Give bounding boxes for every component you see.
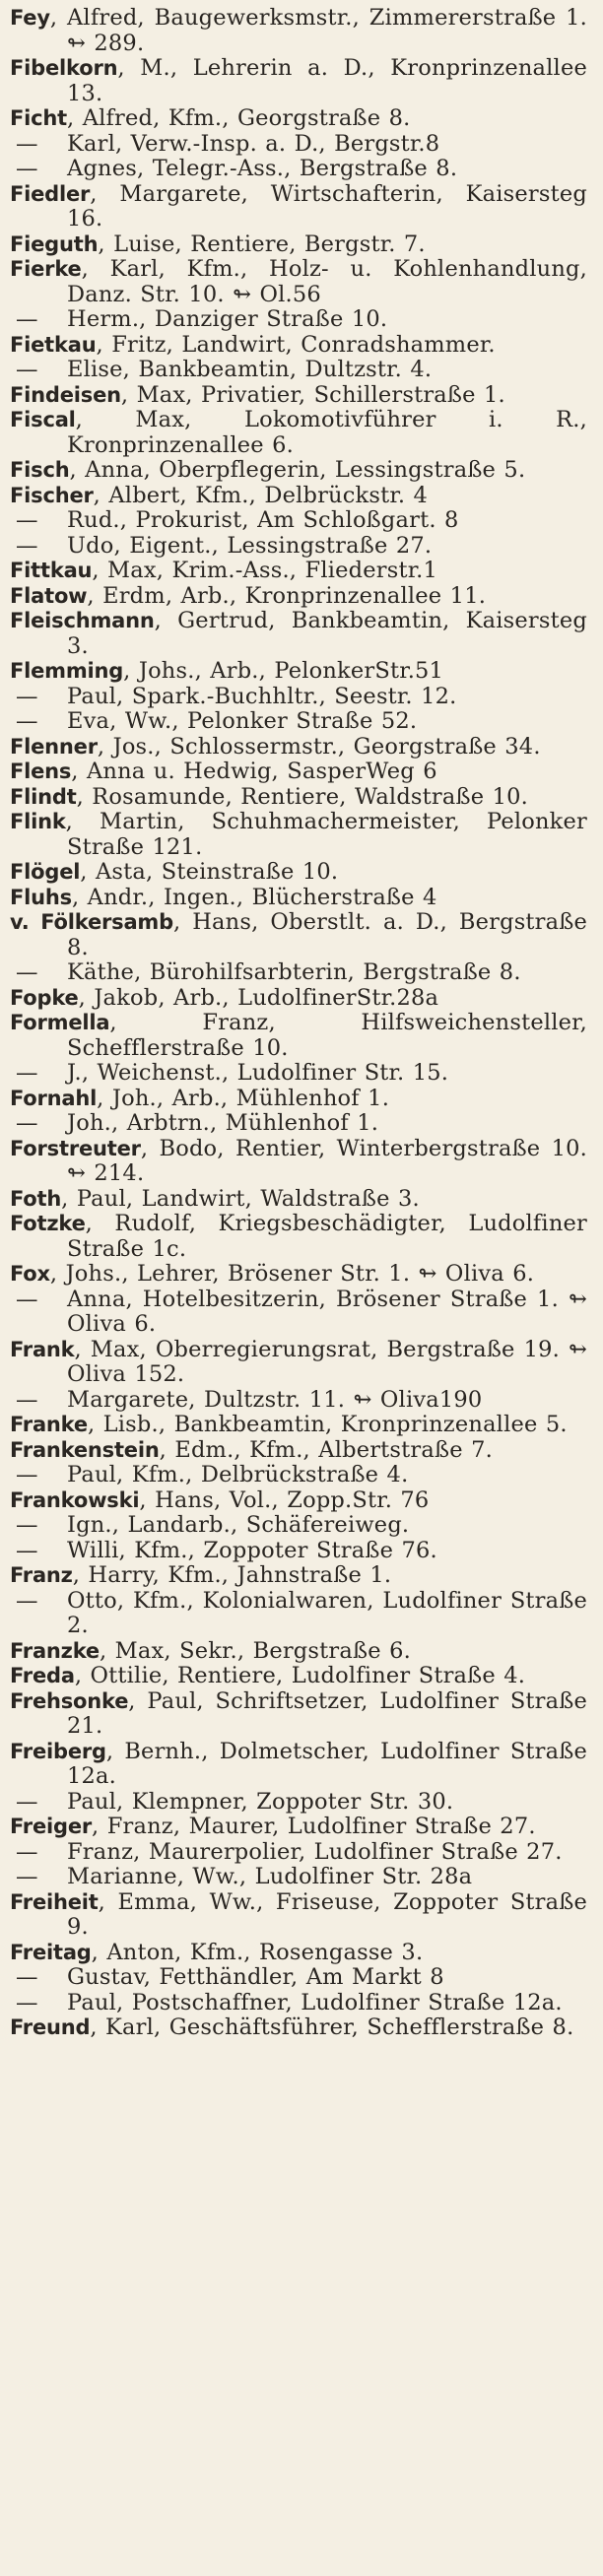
- repeat-surname-dash: —: [16, 1512, 38, 1538]
- entry-details: , Franz, Hilfsweichensteller, Schefflerstraße 10.: [67, 1010, 587, 1061]
- entry-details: , Andr., Ingen., Blücherstraße 4: [71, 884, 437, 910]
- entry-details: , Anna, Oberpflegerin, Lessingstraße 5.: [69, 457, 526, 483]
- directory-entry: [10, 1991, 587, 2016]
- directory-entry: [10, 1890, 587, 1941]
- entry-details: J., Weichenst., Ludolfiner Str. 15.: [67, 1060, 449, 1086]
- entry-details: Margarete, Dultzstr. 11. ↬ Oliva190: [67, 1386, 483, 1413]
- repeat-surname-dash: —: [16, 1386, 38, 1413]
- directory-entry: [10, 1111, 587, 1137]
- entry-surname: Fibelkorn: [10, 56, 118, 80]
- directory-entry: [10, 132, 587, 158]
- entry-details: Marianne, Ww., Ludolfiner Str. 28a: [67, 1864, 473, 1889]
- entry-surname: Flink: [10, 810, 66, 833]
- repeat-surname-dash: —: [16, 959, 38, 985]
- entry-surname: Fleischmann: [10, 609, 155, 632]
- directory-entry: [10, 1463, 587, 1488]
- entry-details: , Paul, Schriftsetzer, Ludolfiner Straße 21.: [67, 1687, 587, 1739]
- entry-surname: Foth: [10, 1186, 62, 1211]
- directory-entry: [10, 307, 587, 333]
- repeat-surname-dash: —: [16, 1989, 38, 2015]
- entry-surname: Fischer: [10, 483, 94, 507]
- entry-details: , Max, Lokomotivführer i. R., Kronprinzenallee 6.: [67, 407, 587, 458]
- entry-surname: Freitag: [10, 1940, 92, 1964]
- directory-entry: [10, 182, 587, 232]
- directory-entry: [10, 408, 587, 458]
- entry-details: , Rosamunde, Rentiere, Waldstraße 10.: [76, 783, 528, 810]
- directory-entry: [10, 559, 587, 584]
- entry-details: Anna, Hotelbesitzerin, Brösener Straße 1. ↬ Oliva 6.: [67, 1286, 587, 1337]
- directory-entry: [10, 1689, 587, 1740]
- directory-entry: [10, 333, 587, 359]
- directory-entry: [10, 1539, 587, 1564]
- directory-entry: [10, 56, 587, 106]
- entry-details: Eva, Ww., Pelonker Straße 52.: [67, 708, 418, 734]
- directory-entry: [10, 2015, 587, 2041]
- entry-details: , Bernh., Dolmetscher, Ludolfiner Straße 12a.: [67, 1738, 587, 1789]
- entry-details: , Ottilie, Rentiere, Ludolfiner Straße 4.: [74, 1663, 526, 1688]
- directory-entry: [10, 157, 587, 182]
- entry-surname: Franke: [10, 1413, 88, 1436]
- directory-entry: [10, 1438, 587, 1464]
- directory-entry: [10, 1413, 587, 1438]
- entry-details: , Margarete, Wirtschafterin, Kaisersteg 16.: [67, 180, 587, 231]
- entry-details: Käthe, Bürohilfsarbterin, Bergstraße 8.: [67, 959, 521, 985]
- repeat-surname-dash: —: [16, 1060, 38, 1086]
- repeat-surname-dash: —: [16, 1788, 38, 1815]
- entry-surname: Fox: [10, 1262, 50, 1286]
- entry-details: , Harry, Kfm., Jahnstraße 1.: [72, 1562, 392, 1588]
- entry-details: Franz, Maurerpolier, Ludolfiner Straße 27.: [67, 1838, 563, 1865]
- repeat-surname-dash: —: [16, 130, 38, 157]
- directory-entry: [10, 383, 587, 409]
- directory-entry: [10, 886, 587, 911]
- repeat-surname-dash: —: [16, 532, 38, 559]
- entry-details: , Max, Oberregierungsrat, Bergstraße 19. ↬ Oliva 152.: [67, 1336, 587, 1387]
- directory-entry: [10, 960, 587, 986]
- directory-entry: [10, 6, 587, 56]
- entry-surname: Fopke: [10, 985, 79, 1010]
- directory-entry: [10, 1388, 587, 1414]
- entry-details: , Anton, Kfm., Rosengasse 3.: [91, 1939, 424, 1965]
- entry-surname: Freiheit: [10, 1889, 99, 1914]
- entry-surname: Flenner: [10, 734, 98, 759]
- repeat-surname-dash: —: [16, 1110, 38, 1136]
- entry-details: , Karl, Geschäftsführer, Schefflerstraße 8.: [90, 2015, 574, 2040]
- entry-details: Ign., Landarb., Schäfereiweg.: [67, 1512, 410, 1538]
- entry-details: , Joh., Arb., Mühlenhof 1.: [97, 1085, 390, 1111]
- entry-details: , Karl, Kfm., Holz- u. Kohlenhandlung, Danz. Str. 10. ↬ Ol.56: [67, 256, 587, 307]
- repeat-surname-dash: —: [16, 1537, 38, 1563]
- entry-details: , Edm., Kfm., Albertstraße 7.: [159, 1436, 493, 1463]
- entry-details: , Hans, Vol., Zopp.Str. 76: [139, 1486, 430, 1513]
- entry-surname: Freiger: [10, 1815, 93, 1838]
- entry-details: , Lisb., Bankbeamtin, Kronprinzenallee 5.: [87, 1412, 568, 1437]
- entry-surname: Fisch: [10, 458, 70, 482]
- entry-details: , Alfred, Kfm., Georgstraße 8.: [66, 105, 411, 131]
- entry-surname: Frehsonke: [10, 1688, 129, 1713]
- entry-details: Willi, Kfm., Zoppoter Straße 76.: [67, 1537, 437, 1563]
- entry-details: Agnes, Telegr.-Ass., Bergstraße 8.: [67, 156, 458, 181]
- entry-details: , Max, Sekr., Bergstraße 6.: [99, 1637, 411, 1664]
- entry-details: Gustav, Fetthändler, Am Markt 8: [67, 1964, 444, 1990]
- entry-surname: Fotzke: [10, 1212, 86, 1235]
- entry-surname: Freda: [10, 1664, 75, 1687]
- directory-entry: [10, 685, 587, 710]
- directory-entry: [10, 1338, 587, 1388]
- directory-entry: [10, 609, 587, 659]
- repeat-surname-dash: —: [16, 357, 38, 382]
- entry-details: Karl, Verw.-Insp. a. D., Bergstr.8: [67, 130, 440, 157]
- entry-surname: Frankowski: [10, 1487, 140, 1512]
- entry-surname: Flatow: [10, 583, 88, 608]
- entry-surname: Fietkau: [10, 332, 97, 357]
- directory-entry: [10, 1137, 587, 1187]
- entry-surname: Formella: [10, 1011, 110, 1034]
- directory-entry: [10, 106, 587, 132]
- repeat-surname-dash: —: [16, 507, 38, 533]
- directory-entry: [10, 910, 587, 960]
- entry-details: , Alfred, Baugewerksmstr., Zimmererstraße 1. ↬ 289.: [49, 5, 587, 56]
- entry-details: Elise, Bankbeamtin, Dultzstr. 4.: [67, 357, 433, 382]
- repeat-surname-dash: —: [16, 683, 38, 709]
- directory-entry: [10, 1563, 587, 1589]
- directory-entry: [10, 1087, 587, 1112]
- directory-entry: [10, 232, 587, 258]
- repeat-surname-dash: —: [16, 1838, 38, 1865]
- entry-details: Paul, Postschaffner, Ludolfiner Straße 12a.: [67, 1989, 563, 2015]
- entry-surname: Flens: [10, 760, 72, 783]
- entry-details: , Erdm, Arb., Kronprinzenallee 11.: [87, 582, 487, 609]
- directory-entry: [10, 1212, 587, 1262]
- entry-surname: v. Fölkersamb: [10, 910, 173, 934]
- directory-entry: [10, 735, 587, 760]
- entry-details: , Asta, Steinstraße 10.: [80, 859, 339, 885]
- directory-entry: [10, 1011, 587, 1061]
- directory-entry: [10, 1790, 587, 1816]
- repeat-surname-dash: —: [16, 1964, 38, 1990]
- directory-entry: [10, 508, 587, 534]
- repeat-surname-dash: —: [16, 1587, 38, 1614]
- entry-surname: Frank: [10, 1337, 75, 1361]
- directory-entry: [10, 1288, 587, 1338]
- entry-details: , Rudolf, Kriegsbeschädigter, Ludolfiner Straße 1c.: [67, 1211, 587, 1262]
- directory-entry: [10, 1941, 587, 1966]
- entry-surname: Frankenstein: [10, 1437, 160, 1462]
- directory-entry: [10, 1061, 587, 1087]
- directory-entry: [10, 760, 587, 785]
- entry-details: , Franz, Maurer, Ludolfiner Straße 27.: [92, 1814, 536, 1839]
- entry-surname: Freiberg: [10, 1739, 106, 1763]
- repeat-surname-dash: —: [16, 708, 38, 734]
- entry-details: , Anna u. Hedwig, SasperWeg 6: [71, 759, 437, 784]
- directory-entry: [10, 358, 587, 383]
- entry-surname: Flemming: [10, 659, 124, 683]
- entry-surname: Fornahl: [10, 1086, 98, 1110]
- entry-surname: Fey: [10, 6, 50, 30]
- entry-details: , Max, Krim.-Ass., Fliederstr.1: [92, 558, 438, 583]
- directory-entry: [10, 458, 587, 484]
- entry-surname: Fierke: [10, 257, 82, 281]
- entry-details: Udo, Eigent., Lessingstraße 27.: [67, 532, 433, 559]
- directory-entry: [10, 534, 587, 560]
- entry-surname: Fiedler: [10, 181, 91, 206]
- entry-surname: Fluhs: [10, 885, 72, 909]
- directory-entry: [10, 785, 587, 811]
- entry-details: , Max, Privatier, Schillerstraße 1.: [120, 381, 505, 408]
- entry-surname: Flögel: [10, 860, 81, 884]
- entry-details: , Jakob, Arb., LudolfinerStr.28a: [78, 984, 439, 1011]
- entry-details: , Martin, Schuhmachermeister, Pelonker Straße 121.: [65, 809, 587, 860]
- repeat-surname-dash: —: [16, 1864, 38, 1889]
- entry-details: , Jos., Schlossermstr., Georgstraße 34.: [97, 733, 541, 760]
- entry-surname: Flindt: [10, 784, 77, 809]
- entry-surname: Freund: [10, 2015, 91, 2039]
- directory-entry: [10, 1740, 587, 1790]
- entry-details: , Albert, Kfm., Delbrückstr. 4: [93, 482, 429, 508]
- directory-entry: [10, 1865, 587, 1890]
- directory-entry: [10, 1815, 587, 1840]
- entry-surname: Ficht: [10, 106, 67, 130]
- directory-entry: [10, 1639, 587, 1665]
- directory-entry: [10, 1513, 587, 1539]
- entry-details: Joh., Arbtrn., Mühlenhof 1.: [67, 1110, 379, 1136]
- directory-entry: [10, 257, 587, 307]
- repeat-surname-dash: —: [16, 306, 38, 332]
- entry-details: Herm., Danziger Straße 10.: [67, 306, 388, 332]
- directory-entry: [10, 1262, 587, 1288]
- entry-surname: Forstreuter: [10, 1136, 141, 1160]
- directory-entry: [10, 1589, 587, 1639]
- entry-details: , M., Lehrerin a. D., Kronprinzenallee 13.: [67, 55, 587, 106]
- repeat-surname-dash: —: [16, 1286, 38, 1312]
- directory-entry: [10, 1840, 587, 1866]
- entry-surname: Fiscal: [10, 408, 76, 431]
- entry-surname: Findeisen: [10, 382, 121, 407]
- repeat-surname-dash: —: [16, 1462, 38, 1487]
- entry-details: , Fritz, Landwirt, Conradshammer.: [96, 331, 496, 358]
- entry-surname: Franz: [10, 1563, 73, 1587]
- entry-details: , Johs., Arb., PelonkerStr.51: [123, 658, 444, 684]
- entry-details: , Luise, Rentiere, Bergstr. 7.: [98, 231, 426, 257]
- entry-details: Paul, Klempner, Zoppoter Str. 30.: [67, 1788, 454, 1815]
- entry-details: , Hans, Oberstlt. a. D., Bergstraße 8.: [67, 909, 587, 960]
- entry-details: Paul, Kfm., Delbrückstraße 4.: [67, 1462, 409, 1487]
- directory-entry: [10, 1965, 587, 1991]
- directory-entry: [10, 1664, 587, 1689]
- entry-details: , Bodo, Rentier, Winterbergstraße 10. ↬ 214.: [67, 1135, 587, 1186]
- directory-entry: [10, 1488, 587, 1514]
- entry-surname: Franzke: [10, 1638, 100, 1663]
- entry-details: , Paul, Landwirt, Waldstraße 3.: [61, 1185, 420, 1212]
- directory-entry: [10, 709, 587, 735]
- directory-entry: [10, 860, 587, 886]
- entry-details: , Emma, Ww., Friseuse, Zoppoter Straße 9.: [67, 1888, 587, 1940]
- directory-entry: [10, 659, 587, 685]
- entry-details: , Johs., Lehrer, Brösener Str. 1. ↬ Oliva 6.: [49, 1261, 535, 1287]
- directory-entry: [10, 810, 587, 860]
- entry-surname: Fittkau: [10, 559, 93, 582]
- repeat-surname-dash: —: [16, 156, 38, 181]
- entry-details: Paul, Spark.-Buchhltr., Seestr. 12.: [67, 683, 457, 709]
- entry-details: Otto, Kfm., Kolonialwaren, Ludolfiner Straße 2.: [67, 1587, 587, 1638]
- entry-details: , Gertrud, Bankbeamtin, Kaisersteg 3.: [67, 608, 587, 659]
- directory-entry: [10, 1187, 587, 1213]
- directory-entry: [10, 584, 587, 610]
- entry-surname: Fieguth: [10, 231, 99, 256]
- entry-details: Rud., Prokurist, Am Schloßgart. 8: [67, 507, 459, 533]
- directory-entry: [10, 986, 587, 1012]
- directory-entry: [10, 484, 587, 509]
